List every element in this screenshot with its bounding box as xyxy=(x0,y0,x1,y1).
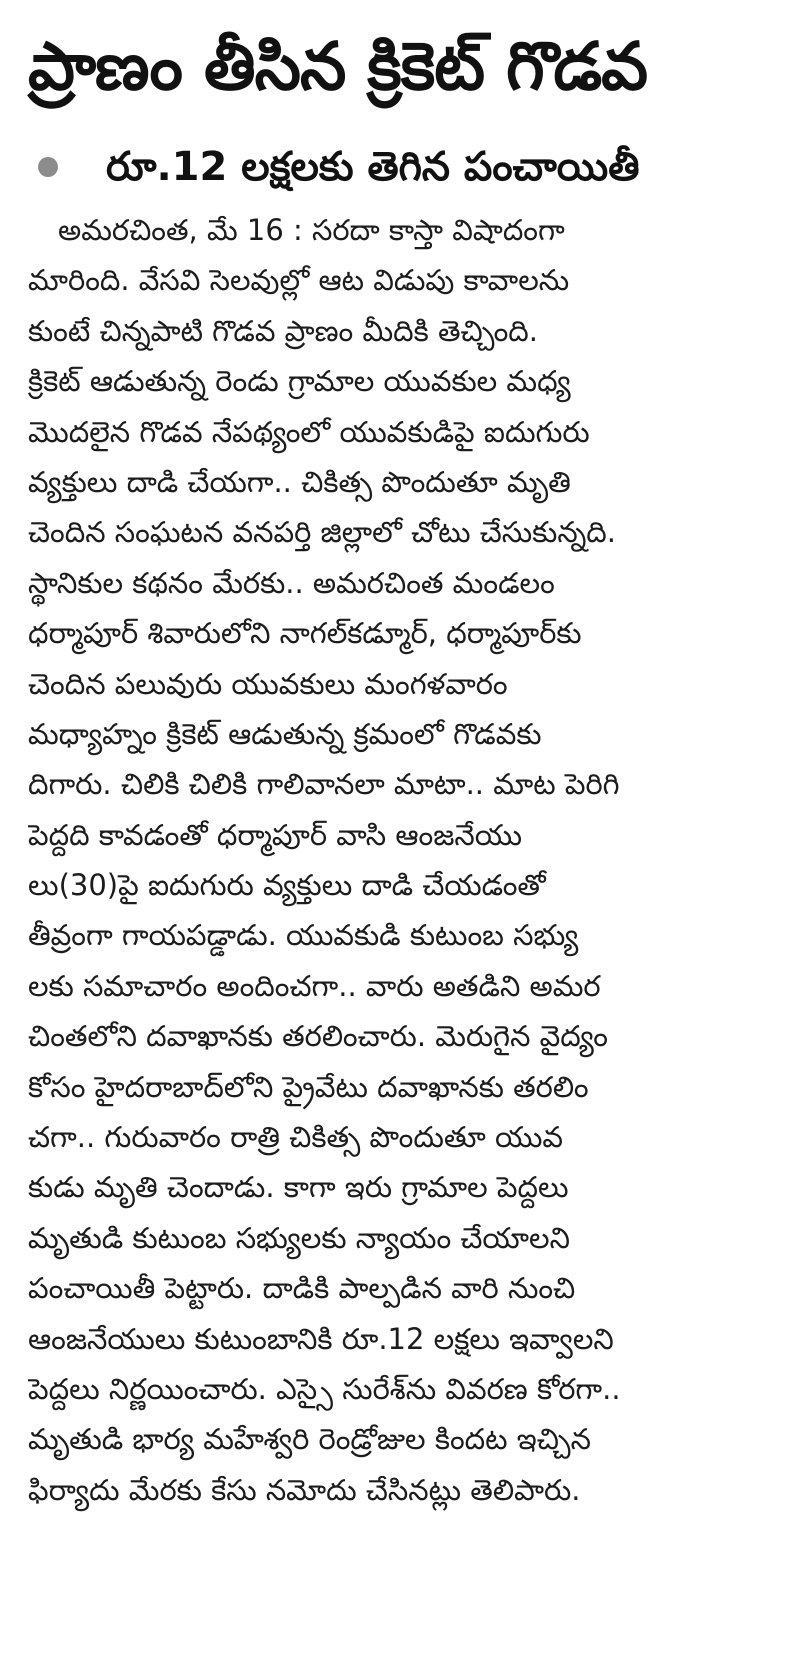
body-text-line: తీవ్రంగా గాయపడ్డాడు. యువకుడి కుటుంబ సభ్యు xyxy=(28,918,579,953)
body-text-line: మృతుడి కుటుంబ సభ్యులకు న్యాయం చేయాలని xyxy=(28,1220,570,1255)
article-body xyxy=(28,205,778,1515)
body-text-line: పంచాయితీ పెట్టారు. దాడికి పాల్పడిన వారి నుంచి xyxy=(28,1271,576,1306)
body-text-line: స్థానికుల కథనం మేరకు.. అమరచింత మండలం xyxy=(28,565,555,600)
body-text-line: ధర్మాపూర్ శివారులోని నాగల్‌కడ్మూర్, ధర్మాపూర్‌కు xyxy=(28,616,582,651)
body-text-line: లు(30)పై ఐదుగురు వ్యక్తులు దాడి చేయడంతో xyxy=(28,868,546,903)
body-text-line: పెద్దలు నిర్ణయించారు. ఎస్సై సురేశ్‌ను వివరణ కోరగా.. xyxy=(28,1371,621,1406)
body-text-line: కుంటే చిన్నపాటి గొడవ ప్రాణం మీదికి తెచ్చింది. xyxy=(28,313,538,348)
headline: ప్రాణం తీసిన క్రికెట్ గొడవ xyxy=(28,28,648,105)
body-text-line: మొదలైన గొడవ నేపథ్యంలో యువకుడిపై ఐదుగురు xyxy=(28,414,590,449)
body-text-line: అమరచింత, మే 16 : సరదా కాస్తా విషాదంగా xyxy=(58,213,565,247)
body-text-line: చగా.. గురువారం రాత్రి చికిత్స పొందుతూ యువ xyxy=(28,1120,563,1155)
body-text-line: లకు సమాచారం అందించగా.. వారు అతడిని అమర xyxy=(28,968,601,1003)
body-text-line: మృతుడి భార్య మహేశ్వరి రెండ్రోజుల కిందట ఇచ్చిన xyxy=(28,1422,591,1457)
body-text-line: కోసం హైదరాబాద్‌లోని ప్రైవేటు దవాఖానకు తరలిం xyxy=(28,1069,589,1104)
bullet-icon xyxy=(38,157,58,177)
body-text-line: దిగారు. చిలికి చిలికి గాలివానలా మాటా.. మాట పెరిగి xyxy=(28,767,620,802)
body-text-line: వ్యక్తులు దాడి చేయగా.. చికిత్స పొందుతూ మృతి xyxy=(28,464,571,499)
subheadline: రూ.12 లక్షలకు తెగిన పంచాయితీ xyxy=(106,144,640,190)
body-text-line: చెందిన పలువురు యువకులు మంగళవారం xyxy=(28,666,508,701)
body-text-line: క్రికెట్ ఆడుతున్న రెండు గ్రామాల యువకుల మధ్య xyxy=(28,364,571,399)
body-text-line: పెద్దది కావడంతో ధర్మాపూర్ వాసి ఆంజనేయు xyxy=(28,817,523,852)
body-text-line: మధ్యాహ్నం క్రికెట్ ఆడుతున్న క్రమంలో గొడవకు xyxy=(28,716,542,751)
body-text-line: చెందిన సంఘటన వనపర్తి జిల్లాలో చోటు చేసుకున్నది. xyxy=(28,515,616,550)
subheadline-row xyxy=(30,132,780,202)
body-text-line: కుడు మృతి చెందాడు. కాగా ఇరు గ్రామాల పెద్దలు xyxy=(28,1170,569,1205)
body-text-line: ఫిర్యాదు మేరకు కేసు నమోదు చేసినట్లు తెలిపారు. xyxy=(28,1472,581,1507)
body-text-line: మారింది. వేసవి సెలవుల్లో ఆట విడుపు కావాలను xyxy=(28,263,570,298)
body-text-line: చింతలోని దవాఖానకు తరలించారు. మెరుగైన వైద్యం xyxy=(28,1019,608,1054)
body-text-line: ఆంజనేయులు కుటుంబానికి రూ.12 లక్షలు ఇవ్వాలని xyxy=(28,1321,614,1356)
